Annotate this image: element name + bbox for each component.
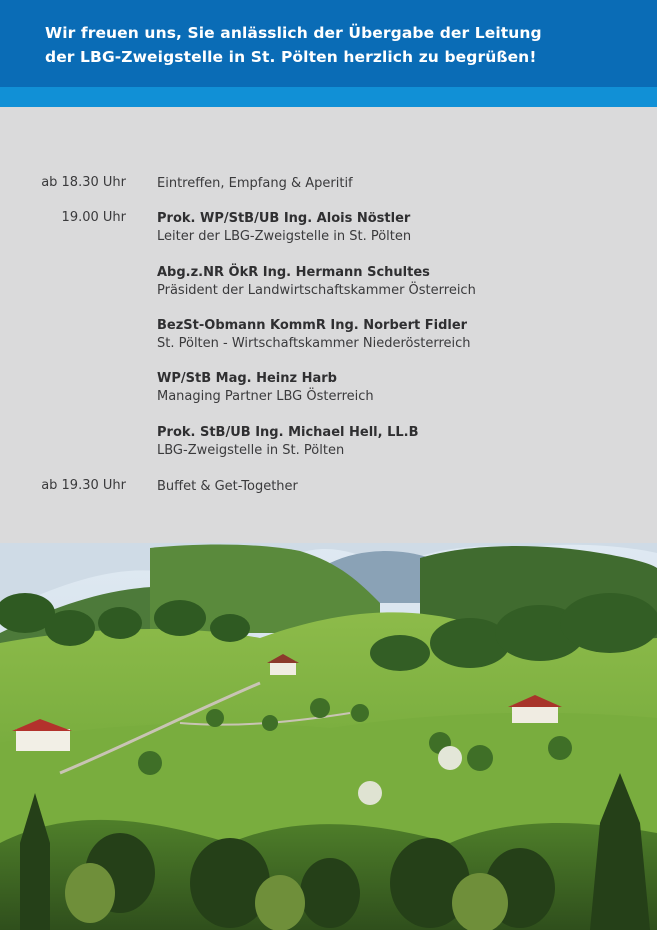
speaker-name: Prok. WP/StB/UB Ing. Alois Nöstler	[157, 211, 411, 226]
speaker-name: BezSt-Obmann KommR Ing. Norbert Fidler	[157, 318, 468, 333]
speaker-name: WP/StB Mag. Heinz Harb	[157, 371, 337, 386]
landscape-illustration	[0, 543, 657, 930]
landscape-photo	[0, 543, 657, 930]
speaker-name: Prok. StB/UB Ing. Michael Hell, LL.B	[157, 425, 419, 440]
title-line-2: der LBG-Zweigstelle in St. Pölten herzlich zu begrüßen!	[45, 48, 537, 66]
program-time: ab 18.30 Uhr	[41, 175, 126, 190]
program-panel	[0, 107, 657, 543]
speaker-role: Managing Partner LBG Österreich	[157, 389, 374, 404]
header-stripe	[0, 87, 657, 107]
speaker-role: Leiter der LBG-Zweigstelle in St. Pölten	[157, 229, 412, 244]
program-time: ab 19.30 Uhr	[41, 478, 126, 493]
speaker-role: LBG-Zweigstelle in St. Pölten	[157, 443, 345, 458]
program-text: Eintreffen, Empfang & Aperitif	[157, 176, 353, 191]
page-title	[45, 21, 635, 69]
program-text: Buffet & Get-Together	[157, 479, 298, 494]
title-line-1: Wir freuen uns, Sie anlässlich der Übergabe der Leitung	[45, 24, 542, 42]
speaker-role: Präsident der Landwirtschaftskammer Österreich	[157, 283, 476, 298]
program-time: 19.00 Uhr	[61, 210, 126, 225]
speaker-role: St. Pölten - Wirtschaftskammer Niederösterreich	[157, 336, 471, 351]
speaker-name: Abg.z.NR ÖkR Ing. Hermann Schultes	[157, 265, 430, 280]
